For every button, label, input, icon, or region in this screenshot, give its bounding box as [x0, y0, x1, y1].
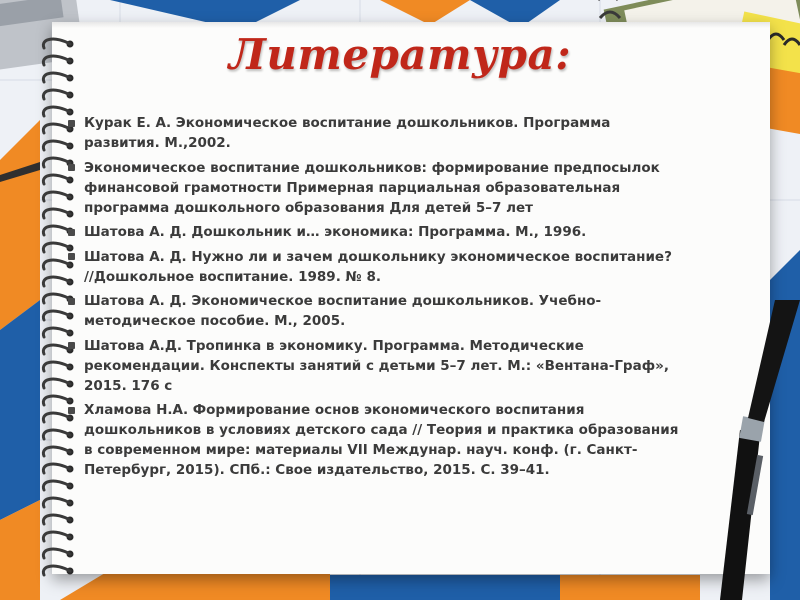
bullet-icon — [68, 229, 75, 236]
bullet-icon — [68, 120, 75, 127]
reference-item — [84, 247, 684, 287]
reference-text: Шатова А. Д. Дошкольник и… экономика: Программа. М., 1996. — [84, 224, 587, 240]
bullet-icon — [68, 253, 75, 260]
bullet-icon — [68, 164, 75, 171]
reference-text: Шатова А. Д. Нужно ли и зачем дошкольнику экономическое воспитание? //Дошкольное воспитание. 1989. № 8. — [84, 248, 672, 285]
reference-text: Шатова А. Д. Экономическое воспитание дошкольников. Учебно-методическое пособие. М., 2005. — [84, 293, 602, 329]
reference-text: Курак Е. А. Экономическое воспитание дошкольников. Программа развития. М.,2002. — [84, 115, 611, 151]
slide-title: Литература: — [228, 30, 572, 79]
bullet-icon — [68, 342, 75, 349]
bullet-icon — [68, 298, 75, 305]
reference-text: Шатова А.Д. Тропинка в экономику. Программа. Методические рекомендации. Конспекты занятий с детьми 5–7 лет. М.: «Вентана-Граф», 2015. 176 с — [84, 337, 669, 394]
reference-list — [84, 113, 684, 485]
reference-item — [84, 113, 684, 153]
reference-item — [84, 336, 684, 396]
bullet-icon — [68, 407, 75, 414]
reference-item — [84, 400, 684, 480]
reference-text: Экономическое воспитание дошкольников: формирование предпосылок финансовой грамотности Примерная парциальная образовательная программа дошкольного образования Для детей 5–7 лет — [84, 159, 660, 216]
reference-item — [84, 291, 684, 331]
reference-item — [84, 222, 684, 242]
reference-text: Хламова Н.А. Формирование основ экономического воспитания дошкольников в условиях детского сада // Теория и практика образования в современном мире: материалы VII Междунар. науч. конф. (г. Санкт-Петербург, 2015). СПб.: Свое издательство, 2015. С. 39–41. — [84, 402, 679, 478]
reference-item — [84, 158, 684, 218]
